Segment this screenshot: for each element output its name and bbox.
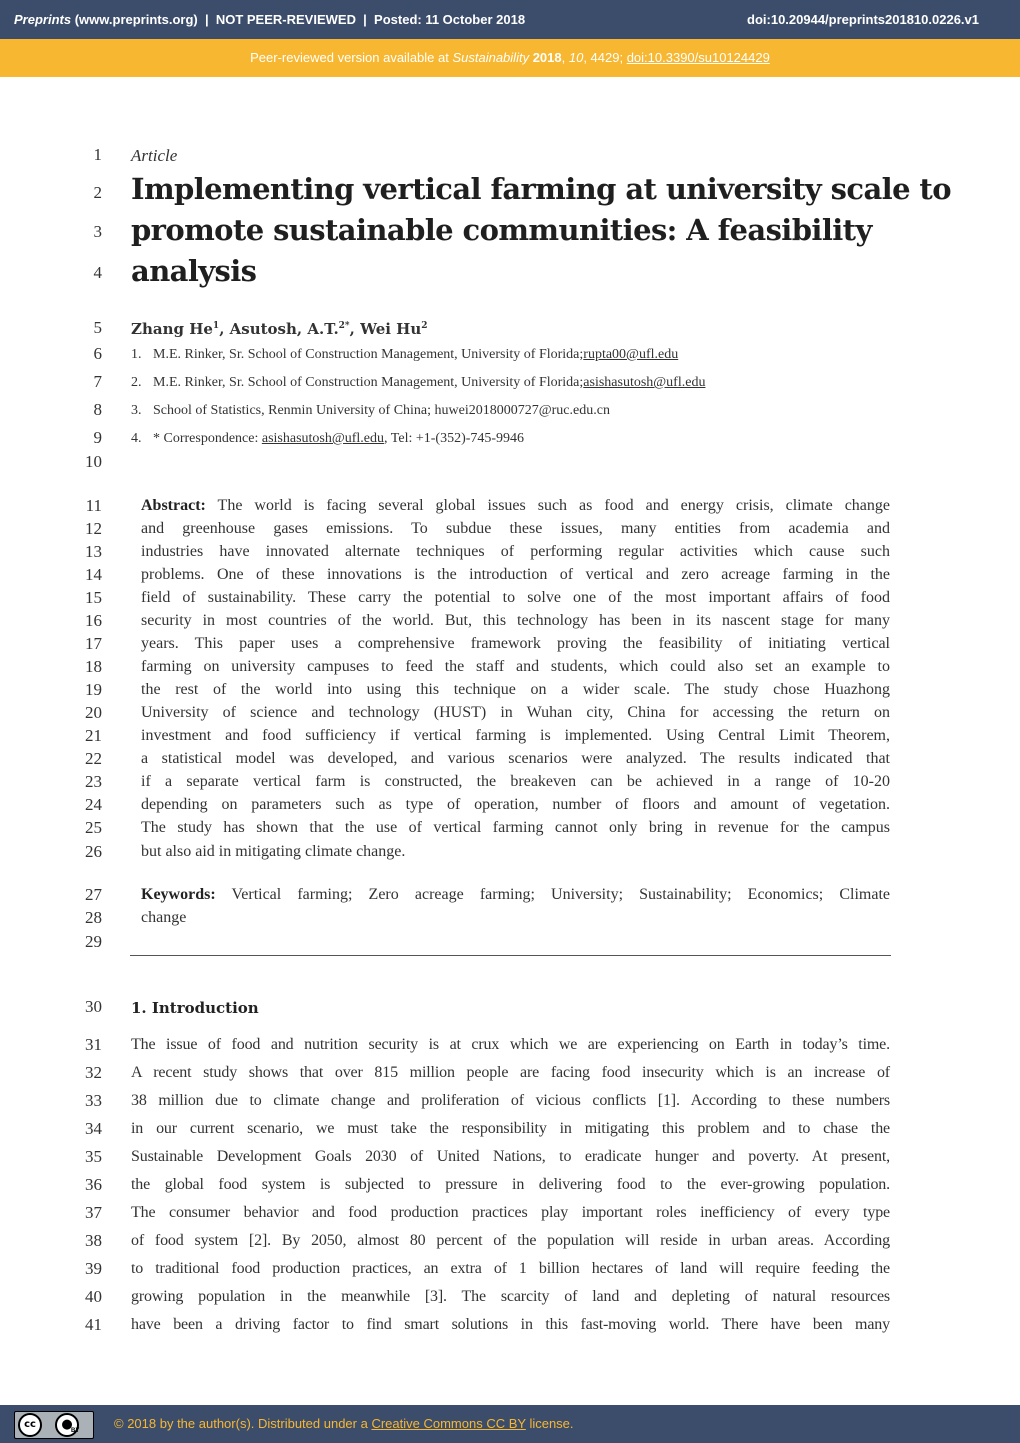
abstract-line: the rest of the world into using this technique on a wider scale. The study chose Huazhong: [141, 681, 890, 698]
intro-line: in our current scenario, we must take the responsibility in mitigating this problem and to chase the: [131, 1120, 890, 1137]
peer-review-prefix: Peer-reviewed version available at: [250, 50, 453, 65]
intro-line: growing population in the meanwhile [3]. The scarcity of land and depleting of natural resources: [131, 1288, 890, 1305]
line-number: 13: [85, 542, 102, 561]
affiliation: [131, 347, 891, 363]
journal-year: 2018: [532, 50, 562, 65]
line-number: 6: [93, 344, 102, 363]
line-number: 41: [85, 1315, 102, 1334]
line-number: 35: [85, 1147, 102, 1166]
keywords-label: Keywords:: [141, 886, 216, 903]
preprint-doi[interactable]: doi:10.20944/preprints201810.0226.v1: [747, 12, 979, 27]
cc-by-label: BY: [71, 1428, 80, 1434]
line-number: 25: [85, 818, 102, 837]
abstract-line: industries have innovated alternate techniques of performing regular activities which cause such: [141, 543, 890, 560]
line-number: 16: [85, 611, 102, 630]
abstract-line: field of sustainability. These carry the potential to solve one of the most important affairs of food: [141, 589, 890, 606]
line-number: 20: [85, 703, 102, 722]
line-number: 36: [85, 1175, 102, 1194]
line-number: 29: [85, 932, 102, 951]
copyright-text: © 2018 by the author(s). Distributed under a: [114, 1416, 372, 1431]
line-number: 12: [85, 519, 102, 538]
preprints-brand: Preprints: [14, 12, 72, 27]
intro-line: of food system [2]. By 2050, almost 80 percent of the population will reside in urban areas. According: [131, 1232, 890, 1249]
intro-line: to traditional food production practices, an extra of 1 billion hectares of land will require feeding the: [131, 1260, 890, 1277]
abstract-line: years. This paper uses a comprehensive framework proving the feasibility of initiating vertical: [141, 635, 890, 652]
preprints-site-link[interactable]: (www.preprints.org): [74, 12, 198, 27]
author-affiliation-mark: 1: [212, 321, 220, 331]
line-number: 11: [85, 496, 102, 515]
affiliation: [131, 375, 891, 391]
title-line: Implementing vertical farming at university scale to: [131, 172, 951, 206]
journal-pages: , 4429;: [583, 50, 627, 65]
intro-line: have been a driving factor to find smart solutions in this fast-moving world. There have been many: [131, 1316, 890, 1333]
line-number: 17: [85, 634, 102, 653]
affiliation: [131, 403, 891, 419]
affiliation-phone: , Tel: +1-(352)-745-9946: [384, 431, 525, 446]
abstract-line: depending on parameters such as type of operation, number of floors and amount of vegetation.: [141, 796, 890, 813]
abstract-label: Abstract:: [141, 497, 206, 514]
license-tail: license.: [525, 1416, 574, 1431]
author-affiliation-mark: 2*: [338, 321, 350, 331]
line-number: 26: [85, 842, 102, 861]
line-number: 38: [85, 1231, 102, 1250]
affiliation-number: 1.: [131, 347, 142, 362]
preprint-header-bar: [0, 0, 1020, 39]
line-number: 15: [85, 588, 102, 607]
cc-by-badge[interactable]: [14, 1411, 94, 1439]
affiliation-number: 2.: [131, 375, 142, 390]
line-number: 27: [85, 885, 102, 904]
abstract-line: security in most countries of the world. But, this technology has been in its nascent stage for many: [141, 612, 890, 629]
abstract-text: The world is facing several global issues such as food and energy crisis, climate change: [205, 497, 890, 514]
abstract-line: investment and food sufficiency if vertical farming is implemented. Using Central Limit Theorem,: [141, 727, 890, 744]
license-link[interactable]: Creative Commons CC BY: [371, 1416, 526, 1431]
abstract-line: but also aid in mitigating climate change.: [141, 843, 406, 860]
title-line: promote sustainable communities: A feasibility: [131, 213, 872, 247]
author-name: Zhang He: [131, 320, 213, 338]
attribution-person-icon: ●: [55, 1413, 79, 1437]
affiliation-text: M.E. Rinker, Sr. School of Construction Management, University of Florida;: [153, 347, 584, 362]
title-line: analysis: [131, 254, 257, 288]
affiliation-number: 3.: [131, 403, 142, 418]
line-number: 28: [85, 908, 102, 927]
intro-line: The issue of food and nutrition security is at crux which we are experiencing on Earth in today’s time.: [131, 1036, 890, 1053]
section-divider: [130, 955, 891, 956]
email-link[interactable]: asishasutosh@ufl.edu: [261, 431, 385, 446]
affiliation: [131, 431, 891, 447]
line-number: 9: [93, 428, 102, 447]
peer-review-bar: Peer-reviewed version available at Sustainability 2018, 10, 4429; doi:10.3390/su10124429: [0, 39, 1020, 77]
header-left: Preprints (www.preprints.org) | NOT PEER-REVIEWED | Posted: 11 October 2018: [14, 12, 526, 27]
journal-doi-link[interactable]: doi:10.3390/su10124429: [626, 50, 770, 65]
line-number: 22: [85, 749, 102, 768]
line-number: 30: [85, 997, 102, 1016]
review-status: NOT PEER-REVIEWED: [215, 12, 356, 27]
affiliation-text: M.E. Rinker, Sr. School of Construction Management, University of Florida;: [153, 375, 584, 390]
line-number: 1: [93, 145, 102, 164]
line-number: 31: [85, 1035, 102, 1054]
abstract-line: University of science and technology (HUST) in Wuhan city, China for accessing the return on: [141, 704, 890, 721]
affiliation-text: School of Statistics, Renmin University of China; huwei2018000727@ruc.edu.cn: [153, 403, 610, 418]
line-number: 8: [93, 400, 102, 419]
line-number: 14: [85, 565, 102, 584]
journal-volume: 10: [568, 50, 584, 65]
abstract-line: [141, 497, 890, 515]
line-number: 34: [85, 1119, 102, 1138]
section-heading: 1. Introduction: [131, 999, 259, 1017]
line-number: 5: [93, 318, 102, 337]
abstract-line: farming on university campuses to feed the staff and students, which could also set an example to: [141, 658, 890, 675]
article-type: Article: [131, 146, 178, 165]
keywords-text: Vertical farming; Zero acreage farming; University; Sustainability; Economics; Climate: [215, 886, 890, 903]
line-number: 23: [85, 772, 102, 791]
author-affiliation-mark: 2: [421, 321, 428, 331]
email-link[interactable]: rupta00@ufl.edu: [583, 347, 679, 362]
line-number: 19: [85, 680, 102, 699]
author-name: , Wei Hu: [349, 320, 422, 338]
keywords-line: [141, 886, 890, 904]
intro-line: Sustainable Development Goals 2030 of United Nations, to eradicate hunger and poverty. At present,: [131, 1148, 890, 1165]
keywords-line: change: [141, 909, 187, 926]
intro-line: The consumer behavior and food production practices play important roles inefficiency of every type: [131, 1204, 890, 1221]
line-number: 18: [85, 657, 102, 676]
journal-name: Sustainability: [452, 50, 530, 65]
affiliation-number: 4.: [131, 431, 142, 446]
line-number: 4: [93, 263, 102, 282]
affiliation-text: * Correspondence:: [153, 431, 262, 446]
line-number: 39: [85, 1259, 102, 1278]
abstract-line: The study has shown that the use of vertical farming cannot only bring in revenue for the campus: [141, 819, 890, 836]
abstract-line: and greenhouse gases emissions. To subdue these issues, many entities from academia and: [141, 520, 890, 537]
author-list: [131, 320, 891, 338]
posted-date: Posted: 11 October 2018: [374, 12, 526, 27]
line-number: 3: [93, 222, 102, 241]
abstract-line: problems. One of these innovations is the introduction of vertical and zero acreage farming in the: [141, 566, 890, 583]
abstract-line: if a separate vertical farm is constructed, the breakeven can be achieved in a range of 10-20: [141, 773, 890, 790]
author-name: , Asutosh, A.T.: [219, 320, 339, 338]
email-link[interactable]: asishasutosh@ufl.edu: [583, 375, 706, 390]
cc-icon: cc: [18, 1413, 42, 1437]
license-footer: [0, 1405, 1020, 1443]
line-number: 21: [85, 726, 102, 745]
copyright-notice: [114, 1416, 574, 1431]
line-number: 7: [93, 372, 102, 391]
line-number: 33: [85, 1091, 102, 1110]
abstract-line: a statistical model was developed, and various scenarios were analyzed. The results indicated that: [141, 750, 890, 767]
line-number: 10: [85, 452, 102, 471]
line-number: 37: [85, 1203, 102, 1222]
line-number: 24: [85, 795, 102, 814]
intro-line: the global food system is subjected to pressure in delivering food to the ever-growing population.: [131, 1176, 890, 1193]
intro-line: 38 million due to climate change and proliferation of vicious conflicts [1]. According to these numbers: [131, 1092, 890, 1109]
line-number: 2: [93, 183, 102, 202]
line-number: 40: [85, 1287, 102, 1306]
line-number: 32: [85, 1063, 102, 1082]
intro-line: A recent study shows that over 815 million people are facing food insecurity which is an increase of: [131, 1064, 890, 1081]
